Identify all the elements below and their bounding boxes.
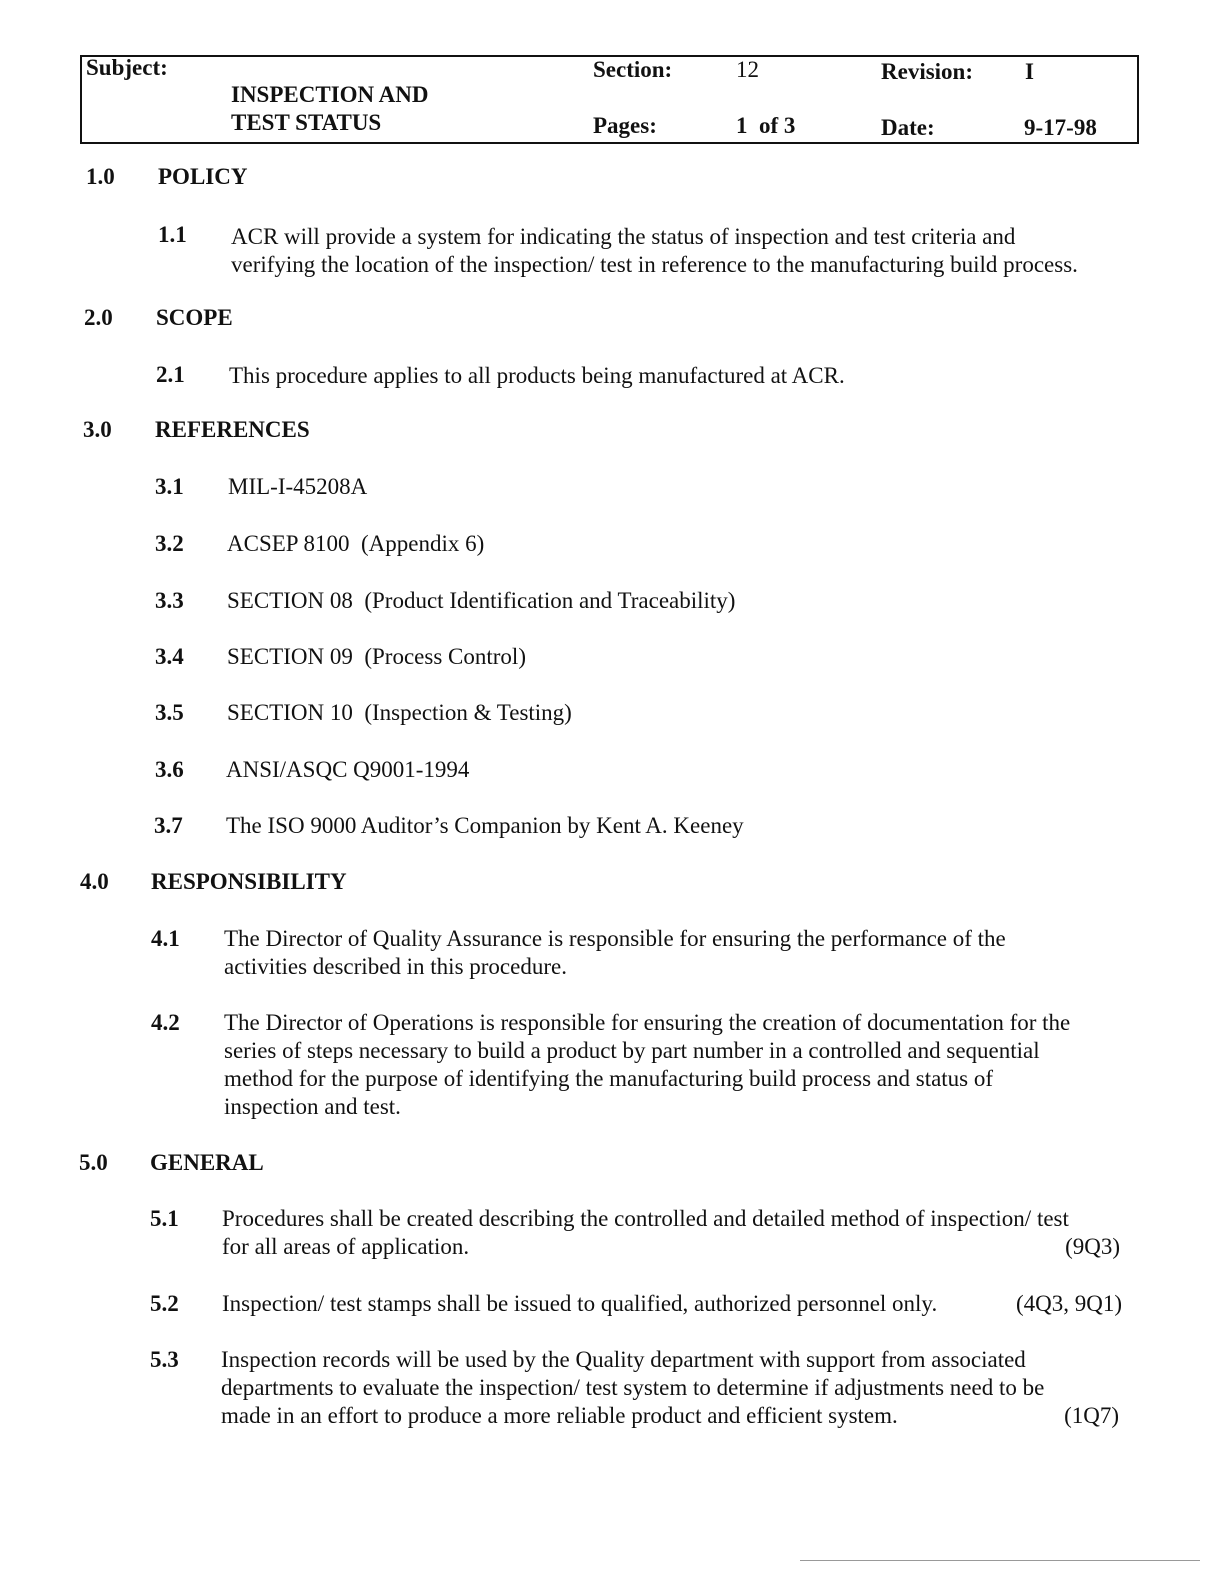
- item-number: 3.4: [155, 644, 184, 669]
- item-text: This procedure applies to all products being manufactured at ACR.: [229, 363, 845, 388]
- item-number: 3.2: [155, 531, 184, 556]
- section-heading-policy: POLICY: [158, 164, 248, 189]
- section-heading-responsibility: RESPONSIBILITY: [151, 869, 347, 894]
- item-text: Procedures shall be created describing the controlled and detailed method of inspection/ test for all areas of application.: [222, 1206, 1069, 1259]
- reference-item: ACSEP 8100 (Appendix 6): [227, 531, 485, 556]
- item-number: 4.1: [151, 926, 180, 951]
- section-value: 12: [736, 57, 759, 82]
- section-number: 5.0: [79, 1150, 108, 1175]
- pages-value: 1 of 3: [736, 113, 796, 138]
- subject-title-line2: TEST STATUS: [231, 110, 382, 135]
- revision-label: Revision:: [881, 59, 973, 84]
- item-number: 3.6: [155, 757, 184, 782]
- item-text: The Director of Operations is responsible for ensuring the creation of documentation for the series of steps necessary to build a product by part number in a controlled and sequential method for the purpose of identifying the manufacturing build process and status of inspection and test.: [224, 1010, 1071, 1119]
- item-number: 5.1: [150, 1206, 179, 1231]
- reference-item: ANSI/ASQC Q9001-1994: [226, 757, 470, 782]
- clause-reference: (9Q3): [1065, 1234, 1120, 1259]
- date-label: Date:: [881, 115, 935, 140]
- item-text: Inspection records will be used by the Quality department with support from associated departments to evaluate the inspection/ test system to determine if adjustments need to be made in an effort to produce a more reliable product and efficient system.: [221, 1347, 1045, 1428]
- reference-item: The ISO 9000 Auditor’s Companion by Kent A. Keeney: [226, 813, 744, 838]
- item-number: 3.5: [155, 700, 184, 725]
- item-number: 5.2: [150, 1291, 179, 1316]
- reference-item: SECTION 08 (Product Identification and Traceability): [227, 588, 736, 613]
- clause-reference: (4Q3, 9Q1): [1015, 1291, 1122, 1316]
- item-text: ACR will provide a system for indicating the status of inspection and test criteria and verifying the location of the inspection/ test in reference to the manufacturing build process.: [231, 224, 1078, 277]
- section-number: 4.0: [80, 869, 109, 894]
- item-number: 1.1: [158, 222, 187, 247]
- revision-value: I: [1025, 59, 1034, 84]
- section-label: Section:: [593, 57, 673, 82]
- date-value: 9-17-98: [1024, 115, 1097, 140]
- page-bottom-rule: [800, 1560, 1200, 1561]
- section-heading-references: REFERENCES: [155, 417, 310, 442]
- reference-item: SECTION 09 (Process Control): [227, 644, 526, 669]
- item-text: Inspection/ test stamps shall be issued to qualified, authorized personnel only.: [222, 1291, 938, 1316]
- section-heading-scope: SCOPE: [156, 305, 233, 330]
- section-number: 2.0: [84, 305, 113, 330]
- reference-item: MIL-I-45208A: [228, 474, 368, 499]
- item-number: 5.3: [150, 1347, 179, 1372]
- pages-label: Pages:: [593, 113, 657, 138]
- item-number: 2.1: [156, 362, 185, 387]
- reference-item: SECTION 10 (Inspection & Testing): [227, 700, 572, 725]
- subject-title-line1: INSPECTION AND: [231, 82, 429, 107]
- item-number: 4.2: [151, 1010, 180, 1035]
- item-number: 3.3: [155, 588, 184, 613]
- item-number: 3.7: [154, 813, 183, 838]
- section-number: 3.0: [83, 417, 112, 442]
- item-text: The Director of Quality Assurance is responsible for ensuring the performance of the activities described in this procedure.: [224, 926, 1006, 979]
- item-number: 3.1: [155, 474, 184, 499]
- section-number: 1.0: [86, 164, 115, 189]
- subject-label: Subject:: [86, 55, 168, 80]
- clause-reference: (1Q7): [1064, 1403, 1119, 1428]
- section-heading-general: GENERAL: [150, 1150, 264, 1175]
